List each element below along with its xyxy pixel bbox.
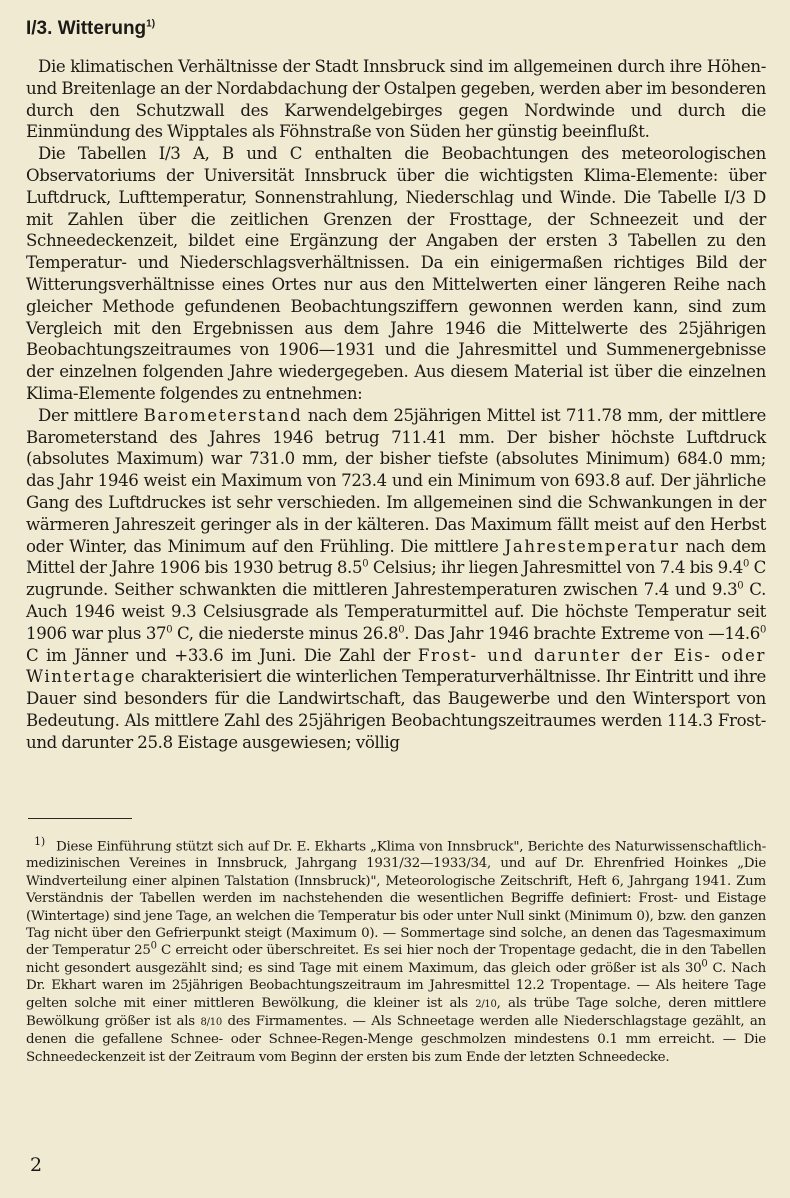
section-title: Witterung	[57, 18, 147, 39]
section-heading	[26, 18, 766, 40]
degree-sign: 0	[743, 558, 750, 570]
paragraph-climate-elements: Der mittlere Barometerstand nach dem 25jährigen Mittel ist 711.78 mm, der mittlere Barometerstand des Jahres 1946 betrug 711.41 mm. Der bisher höchste Luftdruck (absolutes Maximum) war 731.0 mm, der bisher tiefste (absolutes Minimum) 684.0 mm; das Jahr 1946 weist ein Maximum von 723.4 und ein Minimum von 693.8 auf. Der jährliche Gang des Luftdruckes ist sehr verschieden. Im allgemeinen sind die Schwankungen in der wärmeren Jahreszeit geringer als in der kälteren. Das Maximum fällt meist auf den Herbst oder Winter, das Minimum auf den Frühling. Die mittlere Jahrestemperatur nach dem Mittel der Jahre 1906 bis 1930 betrug $8.5^0$ Celsius; ihr liegen Jahresmittel von 7.4 bis $9.4^0$ C zugrunde. Seither schwankten die mittleren Jahrestemperaturen zwischen 7.4 und $9.3^0$ C. Auch 1946 weist 9.3 Celsiusgrade als Temperaturmittel auf. Die höchste Temperatur seit 1906 war plus $37^0$ C, die niederste minus 26.8$^0$. Das Jahr 1946 brachte Extreme von —14.6$^0$ C im Jänner und +33.6 im Juni. Die Zahl der Frost- und darunter der Eis- oder Wintertage charakterisiert die winterlichen Temperaturverhältnisse. Ihr Eintritt und ihre Dauer sind besonders für die Landwirtschaft, das Baugewerbe und den Wintersport von Bedeutung. Als mittlere Zahl des 25jährigen Beobachtungszeitraumes werden 114.3 Frost- und darunter 25.8 Eistage ausgewiesen; völlig	[26, 405, 766, 752]
footnote-reference: 1)	[146, 18, 156, 30]
footnote	[26, 833, 766, 1067]
paragraph-intro: Die klimatischen Verhältnisse der Stadt Innsbruck sind im allgemeinen durch ihre Höhen- und Breitenlage an der Nordabdachung der Ostalpen gegeben, werden aber im besonderen durch den Schutzwall des Karwendelgebirges gegen Nordwinde und durch die Einmündung des Wipptales als Föhnstraße von Süden her günstig beeinflußt.	[26, 57, 766, 142]
degree-sign: 0	[166, 624, 173, 636]
footnote-divider	[28, 818, 132, 819]
footnote-marker: 1)	[34, 834, 45, 848]
fraction-two-tenths: 2/10	[475, 998, 497, 1010]
paragraph-tables: Die Tabellen I/3 A, B und C enthalten die Beobachtungen des meteorologischen Observatoriums der Universität Innsbruck über die wichtigsten Klima-Elemente: über Luftdruck, Lufttemperatur, Sonnenstrahlung, Niederschlag und Winde. Die Tabelle I/3 D mit Zahlen über die zeitlichen Grenzen der Frosttage, der Schneezeit und der Schneedeckenzeit, bildet eine Ergänzung der Angaben der ersten 3 Tabellen zu den Temperatur- und Niederschlagsverhältnissen. Da ein einigermaßen richtiges Bild der Witterungsverhältnisse eines Ortes nur aus den Mittelwerten einer längeren Reihe nach gleicher Methode gefundenen Beobachtungsziffern gewonnen werden kann, sind zum Vergleich mit den Ergebnissen aus dem Jahre 1946 die Mittelwerte des 25jährigen Beobachtungszeitraumes von 1906—1931 und die Jahresmittel und Summenergebnisse der einzelnen folgenden Jahre wiedergegeben. Aus diesem Material ist über die einzelnen Klima-Elemente folgendes zu entnehmen:	[26, 144, 766, 403]
term-jahrestemperatur: Jahrestemperatur	[504, 536, 680, 556]
page-number: 2	[30, 1154, 43, 1176]
degree-sign: 0	[362, 558, 369, 570]
degree-sign: 0	[737, 580, 744, 592]
document-page	[26, 14, 766, 1066]
degree-sign: 0	[398, 624, 405, 636]
fraction-eight-tenths: 8/10	[200, 1017, 222, 1029]
body-text	[26, 56, 766, 754]
footnote-text: $^{1)}$ Diese Einführung stützt sich auf Dr. E. Ekharts „Klima von Innsbruck", Berichte des Naturwissenschaftlich-medizinischen Vereines in Innsbruck, Jahrgang 1931/32—1933/34, und auf Dr. Ehrenfried Hoinkes „Die Windverteilung einer alpinen Talstation (Innsbruck)", Meteorologische Zeitschrift, Heft 6, Jahrgang 1941. Zum Verständnis der Tabellen werden im nachstehenden die wesentlichen Begriffe definiert: Frost- und Eistage (Wintertage) sind jene Tage, an welchen die Temperatur bis oder unter Null sinkt (Minimum 0), bzw. den ganzen Tag nicht über den Gefrierpunkt steigt (Maximum 0). — Sommertage sind solche, an denen das Tagesmaximum der Temperatur $25^0$ C erreicht oder überschreitet. Es sei hier noch der Tropentage gedacht, die in den Tabellen nicht gesondert ausgezählt sind; es sind Tage mit einem Maximum, das gleich oder größer ist als $30^0$ C. Nach Dr. Ekhart waren im 25jährigen Beobachtungszeitraum im Jahresmittel 12.2 Tropentage. — Als heitere Tage gelten solche mit einer mittleren Bewölkung, die kleiner ist als 2/10, als trübe Tage solche, deren mittlere Bewölkung größer ist als 8/10 des Firmamentes. — Als Schneetage werden alle Niederschlagstage gezählt, an denen die gefallene Schnee- oder Schnee-Regen-Menge geschmolzen mindestens 0.1 mm erreicht. — Die Schneedeckenzeit ist der Zeitraum vom Beginn der ersten bis zum Ende der letzten Schneedecke.	[26, 834, 767, 1065]
degree-sign: 0	[759, 624, 766, 636]
degree-sign: 0	[701, 958, 708, 970]
term-barometerstand: Barometerstand	[143, 405, 303, 425]
section-number: I/3.	[26, 18, 53, 39]
degree-sign: 0	[150, 940, 157, 952]
term-frost-eistage: Frost- und darunter der Eis- oder Wintertage	[26, 645, 766, 687]
